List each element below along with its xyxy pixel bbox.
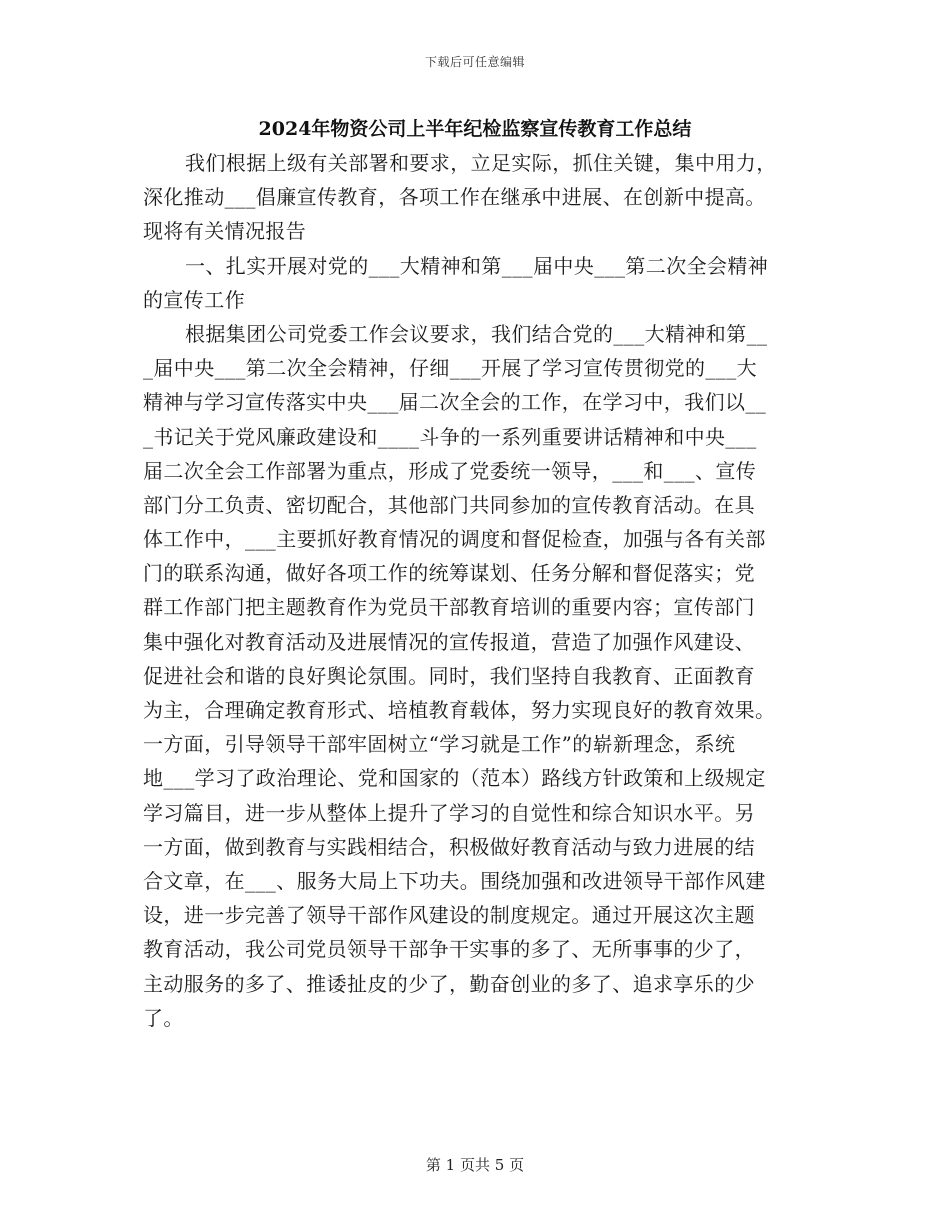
body-line: 届二次全会工作部署为重点，形成了党委统一领导，___和___、宣传 bbox=[143, 458, 757, 483]
document-body bbox=[143, 146, 807, 1035]
body-line: 一方面，引导领导干部牢固树立“学习就是工作”的崭新理念，系统 bbox=[143, 732, 736, 757]
body-line: 一方面，做到教育与实践相结合，积极做好教育活动与致力进展的结 bbox=[143, 834, 755, 859]
body-line: _届中央___第二次全会精神，仔细___开展了学习宣传贯彻党的___大 bbox=[143, 356, 757, 381]
body-line: 我们根据上级有关部署和要求，立足实际，抓住关键，集中用力， bbox=[185, 151, 777, 175]
body-line: 教育活动，我公司党员领导干部争干实事的多了、无所事事的少了， bbox=[143, 937, 755, 962]
body-line: 门的联系沟通，做好各项工作的统筹谋划、任务分解和督促落实；党 bbox=[143, 561, 755, 586]
body-line: 了。 bbox=[143, 1005, 184, 1030]
section-heading-line: 一、扎实开展对党的___大精神和第___届中央___第二次全会精神 bbox=[185, 253, 769, 278]
body-line: 设，进一步完善了领导干部作风建设的制度规定。通过开展这次主题 bbox=[143, 903, 755, 928]
body-line: 合文章，在___、服务大局上下功夫。围绕加强和改进领导干部作风建 bbox=[143, 868, 766, 893]
page-number: 第 1 页共 5 页 bbox=[425, 1156, 525, 1174]
section-heading-line: 的宣传工作 bbox=[143, 287, 245, 312]
body-line: 集中强化对教育活动及进展情况的宣传报道，营造了加强作风建设、 bbox=[143, 629, 755, 654]
body-line: 体工作中，___主要抓好教育情况的调度和督促检查，加强与各有关部 bbox=[143, 527, 766, 552]
body-line: 根据集团公司党委工作会议要求，我们结合党的___大精神和第__ bbox=[185, 321, 768, 346]
body-line: 现将有关情况报告 bbox=[143, 219, 307, 244]
body-line: 学习篇目，进一步从整体上提升了学习的自觉性和综合知识水平。另 bbox=[143, 800, 755, 825]
body-line: 为主，合理确定教育形式、培植教育载体，努力实现良好的教育效果。 bbox=[143, 698, 776, 722]
document-title: 2024年物资公司上半年纪检监察宣传教育工作总结 bbox=[258, 118, 692, 140]
body-line: 部门分工负责、密切配合，其他部门共同参加的宣传教育活动。在具 bbox=[143, 492, 755, 517]
page-header-note: 下载后可任意编辑 bbox=[424, 55, 525, 69]
body-line: 群工作部门把主题教育作为党员干部教育培训的重要内容；宣传部门 bbox=[143, 595, 755, 620]
body-line: 地___学习了政治理论、党和国家的（范本）路线方针政策和上级规定 bbox=[143, 766, 766, 791]
body-line: 促进社会和谐的良好舆论氛围。同时，我们坚持自我教育、正面教育 bbox=[143, 663, 755, 688]
body-line: 主动服务的多了、推诿扯皮的少了，勤奋创业的多了、追求享乐的少 bbox=[143, 971, 755, 996]
body-line: 精神与学习宣传落实中央___届二次全会的工作，在学习中，我们以__ bbox=[143, 390, 767, 415]
body-line: _书记关于党风廉政建设和____斗争的一系列重要讲话精神和中央___ bbox=[143, 424, 757, 449]
body-line: 深化推动___倡廉宣传教育，各项工作在继承中进展、在创新中提高。 bbox=[143, 185, 766, 210]
